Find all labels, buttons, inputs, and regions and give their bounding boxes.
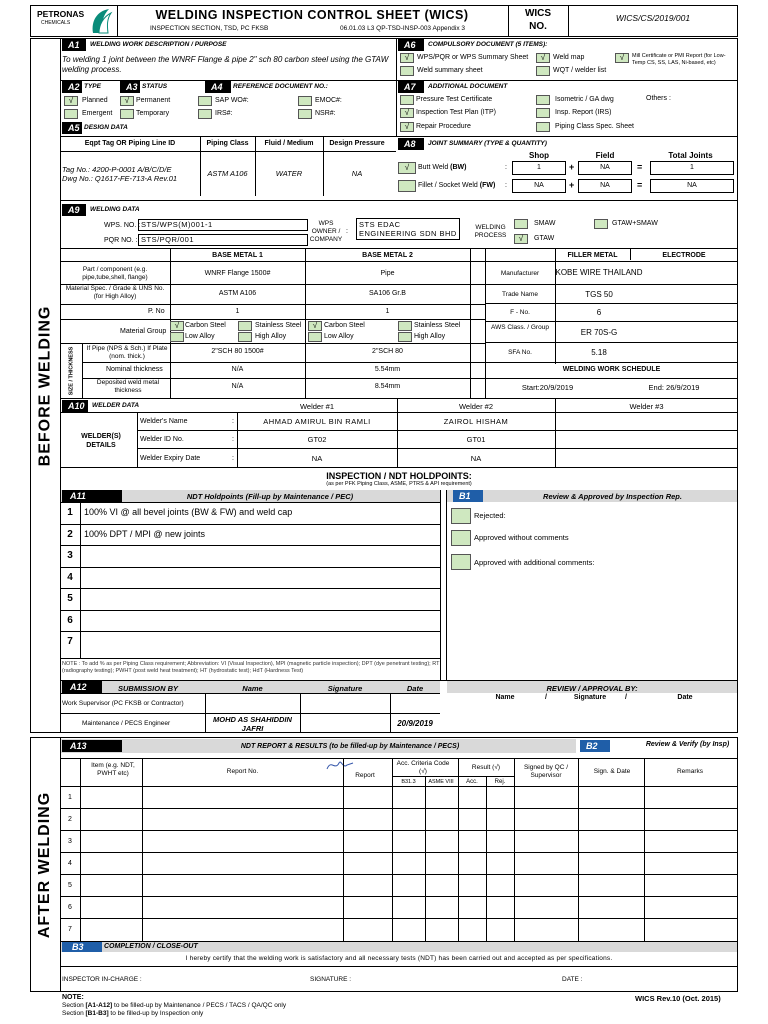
a7-check-pressure[interactable]: [400, 95, 414, 105]
a8-butt-label: Butt Weld (BW): [418, 164, 467, 171]
a9-bm2-cs[interactable]: √: [308, 321, 322, 331]
a7-title: ADDITIONAL DOCUMENT: [428, 83, 508, 90]
a9-bm2-ss[interactable]: [398, 321, 412, 331]
a9-aws: ER 70S-G: [580, 328, 618, 337]
a8-check-butt[interactable]: √: [398, 162, 416, 174]
a7-check-itp[interactable]: √: [400, 108, 414, 118]
a6-check-mill[interactable]: √: [615, 53, 629, 63]
a5-h-fluid: Fluid / Medium: [264, 140, 314, 147]
a10-name-label: Welder's Name: [140, 418, 188, 425]
review-h-name: Name: [495, 694, 515, 701]
a9-trade-label: Trade Name: [502, 291, 538, 298]
a6-item-mill: Mill Certificate or PMI Report (for Low-Temp CS, SS, LAS, Ni-based, etc): [632, 53, 726, 66]
petronas-logo: [33, 7, 115, 35]
a12-h-date: Date: [406, 684, 424, 693]
a5-dwg-no: Dwg No.: Q1617-FE-713-A Rev.01: [62, 174, 178, 183]
a13-h-accc: Acc.: [466, 779, 478, 785]
a8-title: JOINT SUMMARY (TYPE & QUANTITY): [428, 140, 547, 147]
a9-fno: 6: [596, 308, 602, 317]
a3-permanent: Permanent: [136, 97, 171, 104]
doc-ref: 06.01.03 L3 QP-TSD-INSP-003 Appendix 3: [340, 25, 466, 32]
a2-tag: A2: [62, 81, 82, 93]
a12-h-name: Name: [242, 684, 263, 693]
a6-item-wqt: WQT / welder list: [553, 67, 607, 74]
a7-pressure: Pressure Test Certificate: [416, 96, 493, 103]
a13-row-number: 3: [68, 838, 72, 845]
a4-check-sap[interactable]: [198, 96, 212, 106]
a9-bm1-cs[interactable]: √: [170, 321, 184, 331]
a9-owner[interactable]: STS EDAC ENGINEERING SDN BHD: [356, 218, 460, 240]
a13-row-number: 4: [68, 860, 72, 867]
a2-emergent: Emergent: [82, 110, 113, 117]
a6-check-weldmap[interactable]: √: [536, 53, 550, 63]
a3-tag: A3: [120, 81, 140, 93]
a13-h-report-no: Report No.: [226, 768, 259, 775]
a9-nom-label: Nominal thickness: [106, 366, 163, 373]
a11-tag: A11: [62, 490, 122, 502]
a5-h-pressure: Design Pressure: [329, 140, 385, 147]
a8-fillet-shop[interactable]: NA: [512, 179, 566, 193]
a11-row-number: 2: [67, 528, 73, 540]
a9-schedule-title: WELDING WORK SCHEDULE: [562, 366, 661, 373]
a4-check-emoc[interactable]: [298, 96, 312, 106]
a10-w2: Welder #2: [458, 402, 494, 411]
b1-rejected: Rejected:: [474, 511, 506, 520]
a9-wps-no[interactable]: STS/WPS(M)001-1: [138, 219, 308, 231]
a4-check-nsr[interactable]: [298, 109, 312, 119]
a13-table-row[interactable]: [80, 874, 738, 896]
a11-row-number: 1: [67, 507, 73, 518]
a10-name1: AHMAD AMIRUL BIN RAMLI: [263, 417, 371, 426]
a5-h-tag: Eqpt Tag OR Piping Line ID: [84, 140, 176, 147]
a13-row-number: 5: [68, 882, 72, 889]
a11-row-text[interactable]: 100% VI @ all bevel joints (BW & FW) and weld cap: [84, 507, 293, 517]
b3-statement: I hereby certify that the welding work is satisfactory and all necessary tests (NDT) has been carried out and accepted as per specifications.: [185, 955, 613, 962]
a8-butt-total[interactable]: 1: [650, 161, 734, 175]
a9-pno1: 1: [235, 308, 240, 315]
a1-tag: A1: [62, 39, 86, 51]
a6-check-summary[interactable]: [400, 66, 414, 76]
a5-title: DESIGN DATA: [84, 124, 128, 131]
a3-check-temporary[interactable]: [120, 109, 134, 119]
a10-exp1: NA: [311, 454, 323, 463]
wics-label: WICS: [524, 8, 552, 19]
a9-part1: WNRF Flange 1500#: [204, 270, 271, 277]
a12-row1: Work Supervisor (PC FKSB or Contractor): [62, 700, 184, 707]
a13-table-row[interactable]: [80, 808, 738, 830]
a9-size-label: SIZE / THICKNESS: [68, 346, 74, 396]
before-welding-label: BEFORE WELDING: [36, 305, 54, 466]
logo-subtext: CHEMICALS: [41, 20, 71, 26]
a13-table-row[interactable]: [80, 786, 738, 808]
a9-dep2: 8.54mm: [374, 383, 401, 390]
footer-rev: WICS Rev.10 (Oct. 2015): [635, 994, 721, 1003]
a8-butt-field[interactable]: NA: [578, 161, 632, 175]
a2-check-emergent[interactable]: [64, 109, 78, 119]
a12-title: SUBMISSION BY: [118, 684, 179, 693]
a9-part-label: Part / component (e.g. pipe,tube,shell, flange): [82, 266, 148, 281]
a5-tag: A5: [62, 122, 82, 134]
a4-sap: SAP WO#:: [215, 97, 249, 104]
after-welding-label: AFTER WELDING: [36, 791, 54, 938]
a9-electrode-header: ELECTRODE: [662, 252, 706, 259]
a9-dep-label: Deposited weld metal thickness: [96, 379, 160, 394]
a13-h-signed: Signed by QC / Supervisor: [523, 764, 569, 779]
a9-spec1: ASTM A106: [218, 290, 257, 297]
b1-tag: B1: [453, 490, 483, 502]
b2-tag: B2: [580, 740, 610, 752]
a7-check-iso[interactable]: [536, 95, 550, 105]
a13-row-number: 6: [68, 904, 72, 911]
a13-table-row[interactable]: [80, 830, 738, 852]
a9-bm1-la[interactable]: [170, 332, 184, 342]
a9-check-gtaw[interactable]: √: [514, 234, 528, 244]
a9-pqr-label: PQR NO. :: [104, 237, 138, 244]
inspection-title: INSPECTION / NDT HOLDPOINTS:: [326, 471, 472, 481]
a9-dep1: N/A: [231, 383, 244, 390]
a4-title: REFERENCE DOCUMENT NO.:: [233, 83, 328, 90]
footer-line2: Section [B1-B3] to be filled-up by Inspection only: [62, 1010, 204, 1017]
b3-title: COMPLETION / CLOSE-OUT: [104, 943, 198, 950]
a7-check-irs[interactable]: [536, 108, 550, 118]
a9-filler-header: FILLER METAL: [567, 252, 618, 259]
a10-id-label: Welder ID No.: [140, 436, 184, 443]
a5-pressure: NA: [351, 169, 363, 178]
review-h-date: Date: [677, 694, 693, 701]
a13-h-acc: Acc. Criteria Code (√): [396, 760, 450, 775]
a3-title: STATUS: [142, 83, 168, 90]
a7-tag: A7: [398, 81, 424, 93]
b1-check-rejected[interactable]: [451, 508, 471, 524]
a9-bm1-ha[interactable]: [238, 332, 252, 342]
a13-table-row[interactable]: [80, 896, 738, 918]
a11-row-number: 7: [67, 636, 73, 647]
a9-bm2-header: BASE METAL 2: [362, 252, 413, 259]
a12-engineer-name: MOHD AS SHAHIDDIN JAFRI: [213, 715, 292, 733]
a2-title: TYPE: [84, 83, 101, 90]
footer-line1: Section [A1-A12] to be filled-up by Maintenance / PECS / TACS / QA/QC only: [62, 1002, 287, 1009]
a5-piping-class: ASTM A106: [207, 169, 248, 178]
a11-row-number: 5: [67, 593, 73, 604]
a10-title: WELDER DATA: [92, 402, 140, 409]
a13-row-number: 1: [68, 794, 72, 801]
a3-temporary: Temporary: [136, 110, 170, 117]
b3-date: DATE :: [562, 976, 583, 983]
a9-pno2: 1: [385, 308, 390, 315]
b3-incharge: INSPECTOR IN-CHARGE :: [62, 976, 142, 983]
a6-check-wqt[interactable]: [536, 66, 550, 76]
a9-manufacturer: KOBE WIRE THAILAND: [555, 268, 643, 277]
a5-fluid: WATER: [275, 169, 303, 178]
a4-check-irs[interactable]: [198, 109, 212, 119]
a11-row-number: 6: [67, 614, 73, 626]
a4-irs: IRS#:: [215, 110, 233, 117]
a8-fillet-field[interactable]: NA: [578, 179, 632, 193]
a7-repair: Repair Procedure: [416, 123, 471, 130]
a9-spec2: SA106 Gr.B: [369, 290, 406, 297]
a13-h-b313: B31.3: [401, 779, 416, 785]
a9-wps-label: WPS. NO. :: [104, 222, 141, 229]
a10-name2: ZAIROL HISHAM: [443, 417, 509, 426]
b1-approved-comments: Approved with additional comments:: [474, 558, 595, 567]
a9-nps1: 2"SCH 80 1500#: [211, 348, 264, 355]
a10-tag: A10: [62, 400, 88, 412]
a13-h-asme: ASME VIII: [428, 779, 454, 785]
logo-text: PETRONAS: [37, 9, 85, 19]
a8-fillet-total[interactable]: NA: [650, 179, 734, 193]
wics-number: WICS/CS/2019/001: [615, 13, 691, 23]
a8-butt-shop[interactable]: 1: [512, 161, 566, 175]
a6-item-summary: Weld summary sheet: [417, 67, 483, 74]
b3-tag: B3: [62, 942, 102, 952]
a9-bm2-ha[interactable]: [398, 332, 412, 342]
a8-h-field: Field: [595, 151, 615, 160]
a9-bm1-ss[interactable]: [238, 321, 252, 331]
a7-others: Others :: [646, 95, 671, 102]
a9-process-label: WELDING PROCESS: [474, 224, 507, 239]
a9-pqr-no[interactable]: STS/PQR/001: [138, 234, 308, 246]
a10-id1: GT02: [307, 435, 327, 444]
a13-table-row[interactable]: [80, 852, 738, 874]
a11-row-number: 4: [67, 571, 73, 583]
no-label: NO.: [529, 21, 547, 32]
a13-table-row[interactable]: [80, 918, 738, 940]
a9-end: End: 26/9/2019: [648, 383, 700, 392]
a6-title: COMPULSORY DOCUMENT (5 ITEMS):: [428, 41, 548, 48]
a9-part2: Pipe: [380, 270, 395, 277]
a9-nps2: 2"SCH 80: [372, 348, 403, 355]
a4-emoc: EMOC#:: [315, 97, 342, 104]
a6-check-wps[interactable]: √: [400, 53, 414, 63]
a9-sfa-label: SFA No.: [508, 349, 532, 356]
a9-manufacturer-label: Manufacturer: [500, 270, 540, 277]
a6-item-wps: WPS/PQR or WPS Summary Sheet: [417, 54, 529, 61]
a9-check-smaw[interactable]: [514, 219, 528, 229]
a10-id2: GT01: [466, 435, 486, 444]
a8-h-shop: Shop: [529, 151, 549, 160]
a3-check-permanent[interactable]: √: [120, 96, 134, 106]
a13-row-number: 2: [68, 816, 72, 823]
signature-scribble-icon: [325, 757, 355, 773]
a9-nom1: N/A: [231, 366, 244, 373]
a13-tag: A13: [62, 740, 122, 752]
a12-row2: Maintenance / PECS Engineer: [82, 720, 171, 727]
a2-planned: Planned: [82, 97, 108, 104]
a5-h-class: Piping Class: [206, 140, 249, 147]
page-title: WELDING INSPECTION CONTROL SHEET (WICS): [155, 8, 469, 22]
a9-nps-label: If Pipe (NPS & Sch.) If Plate (nom. thick.): [86, 345, 168, 360]
a9-trade: TGS 50: [585, 290, 613, 299]
a8-h-total: Total Joints: [668, 151, 713, 160]
a1-description: To welding 1 joint between the WNRF Flange & pipe 2" sch 80 carbon steel using the GTAW welding process.: [62, 55, 389, 74]
review-h-signature: Signature: [573, 694, 607, 701]
a13-title: NDT REPORT & RESULTS (to be filled-up by Maintenance / PECS): [240, 743, 460, 750]
a9-tag: A9: [62, 204, 86, 216]
a13-h-result: Result (√): [471, 764, 501, 771]
a11-row-number: 3: [67, 550, 73, 561]
a5-tag-no: Tag No.: 4200-P-0001 A/B/C/D/E: [62, 165, 172, 174]
a8-tag: A8: [398, 138, 424, 150]
a4-tag: A4: [205, 81, 231, 93]
a12-tag: A12: [62, 681, 102, 693]
a6-item-weldmap: Weld map: [553, 54, 585, 61]
a9-bm1-header: BASE METAL 1: [212, 252, 263, 259]
a6-tag: A6: [398, 39, 424, 51]
inspection-subtitle: (as per PFK Piping Class, ASME, PTRS & API requirement): [326, 481, 472, 487]
a9-group-label: Material Group: [120, 328, 167, 335]
a9-nom2: 5.54mm: [374, 366, 401, 373]
a10-w1: Welder #1: [299, 402, 335, 411]
footer-note: NOTE:: [62, 994, 84, 1001]
a13-h-item: Item (e.g. NDT, PWHT etc): [91, 762, 135, 777]
a8-check-fillet[interactable]: [398, 180, 416, 192]
a9-smaw: SMAW: [534, 220, 556, 227]
a13-h-rej: Rej.: [494, 779, 506, 785]
a1-title: WELDING WORK DESCRIPTION / PURPOSE: [90, 41, 227, 48]
petronas-emblem-icon: [89, 7, 113, 35]
a8-fillet-label: Fillet / Socket Weld (FW): [418, 182, 496, 189]
a9-gtaw: GTAW: [534, 235, 555, 242]
a7-check-pcs[interactable]: [536, 122, 550, 132]
a12-engineer-date: 20/9/2019: [397, 719, 433, 728]
b1-check-approved-comments[interactable]: [451, 554, 471, 570]
b1-approved: Approved without comments: [474, 533, 569, 542]
a4-nsr: NSR#:: [315, 110, 336, 117]
a11-title: NDT Holdpoints (Fill-up by Maintenance / PEC): [186, 492, 354, 501]
a9-gtaw-smaw: GTAW+SMAW: [612, 220, 658, 227]
inspection-section-label: INSPECTION SECTION, TSD, PC FKSB: [150, 25, 269, 32]
a10-exp2: NA: [470, 454, 482, 463]
b3-signature: SIGNATURE :: [310, 976, 352, 983]
a13-row-number: 7: [68, 926, 72, 933]
a9-start: Start:20/9/2019: [521, 383, 574, 392]
a9-bm2-la[interactable]: [308, 332, 322, 342]
a7-check-repair[interactable]: √: [400, 122, 414, 132]
a12-review-title: REVIEW / APPROVAL BY:: [546, 684, 638, 693]
a11-row-text[interactable]: 100% DPT / MPI @ new joints: [84, 528, 206, 539]
a11-note: NOTE : To add % as per Piping Class requirement; Abbreviation: VI (Visual Inspection), MPI (magnetic particle inspection); DPT (dye penetrant testing); RT (radiography testing); PWHT (post weld heat treatment); HT (hydrostatic test); HdT (Hardness Test): [62, 661, 440, 674]
a2-check-planned[interactable]: √: [64, 96, 78, 106]
a7-iso: Isometric / GA dwg: [555, 96, 614, 103]
a9-aws-label: AWS Class. / Group: [491, 324, 549, 331]
a10-details: WELDER(S) DETAILS: [81, 433, 121, 449]
a9-pno-label: P. No: [148, 308, 165, 315]
a9-spec-label: Material Spec. / Grade & UNS No. (for High Alloy): [65, 285, 165, 300]
a7-itp: Inspection Test Plan (ITP): [416, 109, 497, 116]
a9-sfa: 5.18: [591, 348, 607, 357]
a9-owner-label: WPS OWNER / COMPANY: [309, 220, 343, 243]
a9-check-gtaw-smaw[interactable]: [594, 219, 608, 229]
a10-expiry-label: Welder Expiry Date: [140, 455, 201, 462]
b1-check-approved[interactable]: [451, 530, 471, 546]
a12-h-signature: Signature: [327, 684, 363, 693]
b2-title: Review & Verify (by Insp): [645, 741, 730, 748]
a13-h-remarks: Remarks: [676, 768, 703, 775]
a7-irs: Insp. Report (IRS): [555, 109, 612, 116]
a10-w3: Welder #3: [629, 402, 664, 411]
a7-pcs: Piping Class Spec. Sheet: [555, 123, 634, 130]
a13-h-sign-date: Sign. & Date: [593, 768, 631, 775]
a9-title: WELDING DATA: [90, 206, 140, 213]
a9-fno-label: F - No.: [510, 309, 530, 316]
b1-title: Review & Approved by Inspection Rep.: [543, 492, 682, 501]
a13-h-report: Report: [355, 772, 375, 779]
